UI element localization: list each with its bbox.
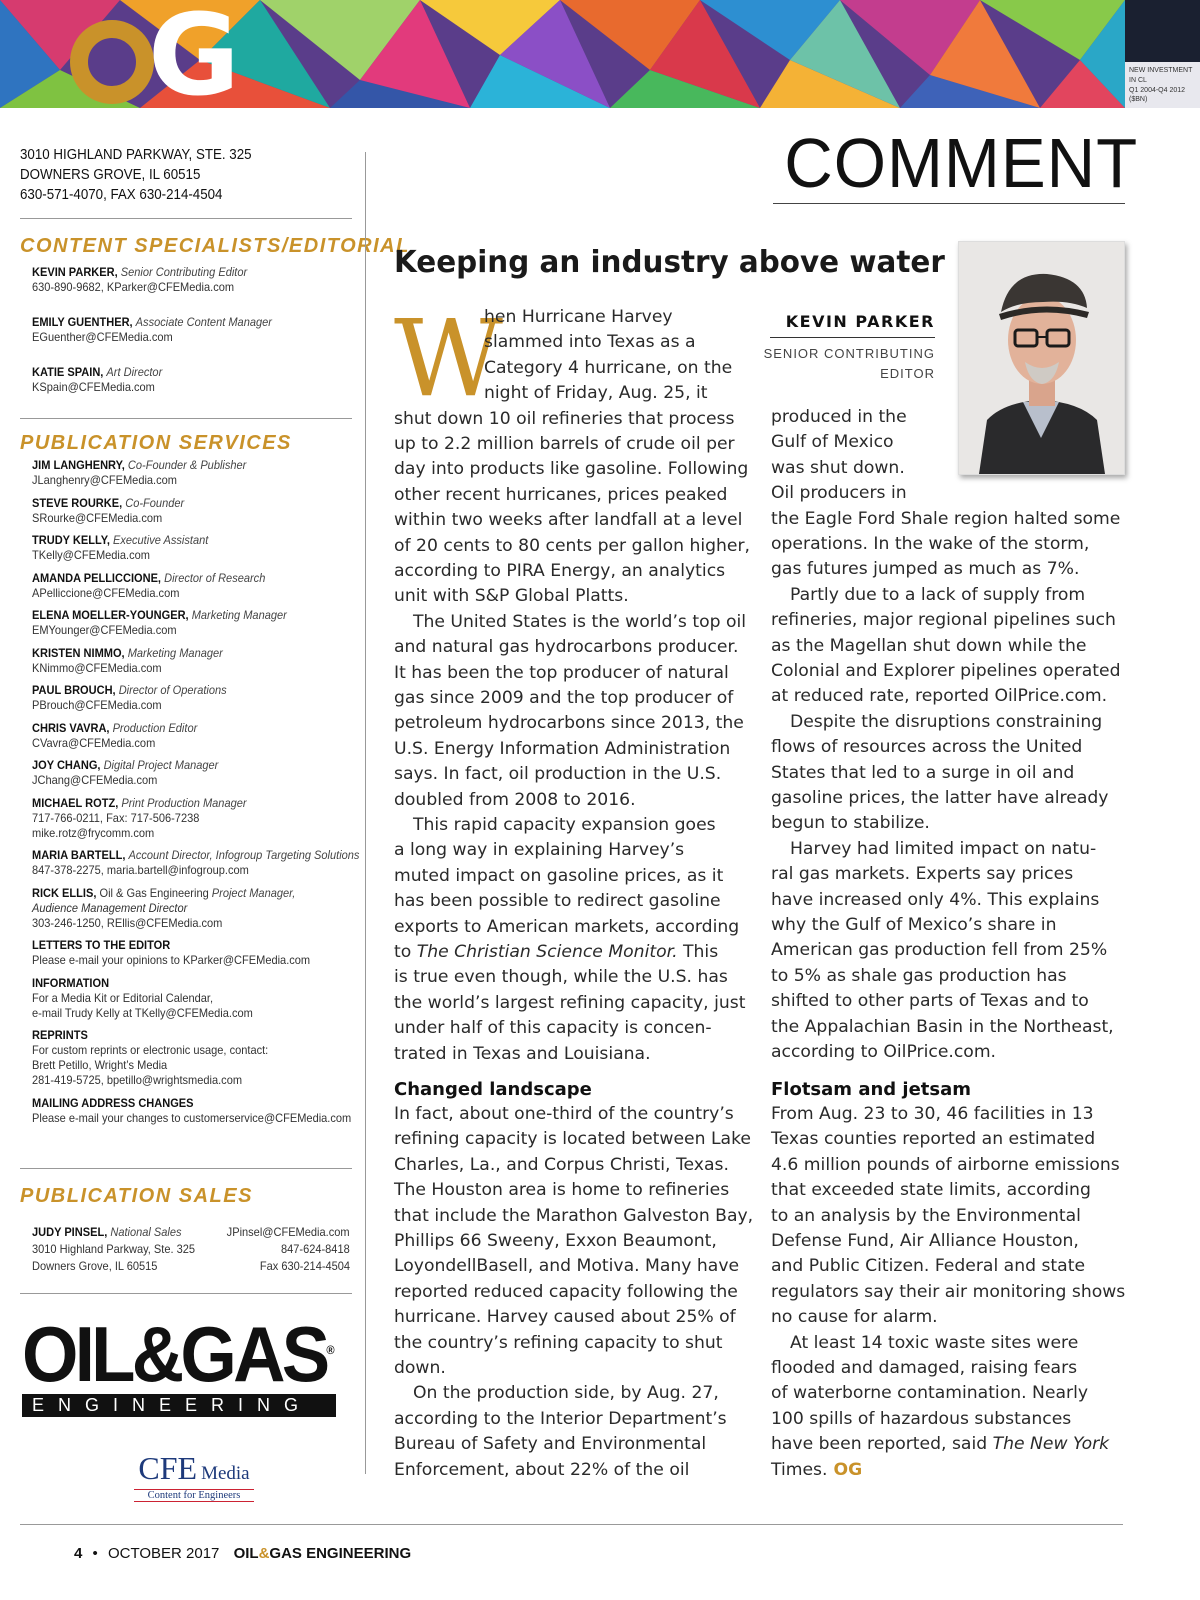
article-text-line: This rapid capacity expansion goes — [413, 815, 716, 835]
staff-entry — [32, 758, 218, 773]
staff-contact: e-mail Trudy Kelly at TKelly@CFEMedia.com — [32, 1005, 253, 1020]
article-text-line: begun to stabilize. — [771, 813, 930, 834]
article-text-line: petroleum hydrocarbons since 2013, the — [394, 713, 744, 734]
subheading-changed-landscape: Changed landscape — [394, 1079, 592, 1100]
article-text-line: up to 2.2 million barrels of crude oil per — [394, 434, 735, 454]
article-text-line: Times. OG — [771, 1459, 863, 1480]
article-text-line: The Houston area is home to refineries — [394, 1180, 730, 1201]
pub-name-a: OIL — [233, 1545, 259, 1562]
article-text-line: night of Friday, Aug. 25, it — [484, 383, 708, 404]
logo-subtitle: ENGINEERING — [22, 1394, 336, 1417]
staff-contact: KNimmo@CFEMedia.com — [32, 660, 162, 675]
author-title-line: EDITOR — [880, 366, 935, 381]
article-text-line: the country’s refining capacity to shut — [394, 1332, 723, 1353]
article-text-line: why the Gulf of Mexico’s share in — [771, 915, 1057, 935]
article-text-line: Despite the disruptions constraining — [790, 711, 1103, 732]
article-text-line: gas futures jumped as much as 7%. — [771, 559, 1080, 580]
article-text-line: within two weeks after landfall at a level — [394, 510, 743, 531]
article-text-line: have increased only 4%. This explains — [771, 889, 1100, 910]
staff-entry — [32, 1028, 88, 1043]
og-logo-g: G — [148, 0, 240, 108]
article-text-line: and natural gas hydrocarbons producer. — [394, 637, 739, 658]
staff-name: KRISTEN NIMMO, — [32, 645, 125, 660]
staff-role: Associate Content Manager — [135, 315, 272, 329]
article-text-line: the world’s largest refining capacity, just — [394, 992, 746, 1013]
end-mark-icon: OG — [833, 1459, 863, 1480]
sales-fax: Fax 630-214-4504 — [259, 1259, 350, 1273]
article-text-line: On the production side, by Aug. 27, — [413, 1383, 719, 1404]
staff-contact: Please e-mail your opinions to KParker@CFEMedia.com — [32, 953, 311, 967]
article-text-line: and Public Citizen. Federal and state — [771, 1256, 1086, 1277]
article-text-line: Defense Fund, Air Alliance Houston, — [771, 1231, 1079, 1251]
address-line: DOWNERS GROVE, IL 60515 — [20, 167, 201, 183]
article-text-line: refining capacity is located between Lake — [394, 1129, 752, 1150]
article-text-line: Harvey had limited impact on natu- — [790, 838, 1097, 859]
drop-cap: W — [394, 297, 503, 420]
masthead-address — [20, 145, 350, 205]
cfe-media-word: Media — [201, 1463, 250, 1484]
article-text-line: was shut down. — [771, 457, 905, 478]
staff-entry — [32, 458, 246, 473]
article-text-line: at reduced rate, reported OilPrice.com. — [771, 686, 1108, 707]
staff-contact: JChang@CFEMedia.com — [32, 773, 158, 787]
article-text-line: Bureau of Safety and Environmental — [394, 1434, 707, 1455]
article-text-line: unit with S&P Global Platts. — [394, 586, 629, 607]
section-title-editorial: CONTENT SPECIALISTS/EDITORIAL — [20, 235, 410, 257]
staff-role: Print Production Manager — [121, 795, 247, 810]
pub-name-amp: & — [258, 1545, 270, 1562]
article-text-line: reported reduced capacity following the — [394, 1281, 738, 1302]
divider — [20, 218, 352, 219]
staff-role: Art Director — [106, 365, 163, 379]
staff-contact: APelliccione@CFEMedia.com — [32, 585, 180, 600]
article-text-line: flooded and damaged, raising fears — [771, 1358, 1078, 1378]
staff-name: MARIA BARTELL, — [32, 848, 126, 862]
article-text-line: gasoline prices, the latter have already — [771, 788, 1109, 808]
staff-name: PAUL BROUCH, — [32, 683, 116, 697]
staff-contact: EGuenther@CFEMedia.com — [32, 330, 173, 344]
article-text-line: according to PIRA Energy, an analytics — [394, 561, 726, 581]
article-text-line: LoyondellBasell, and Motiva. Many have — [394, 1256, 740, 1277]
staff-contact: CVavra@CFEMedia.com — [32, 735, 156, 750]
section-title-services: PUBLICATION SERVICES — [20, 432, 292, 454]
article-text-line: to 5% as shale gas production has — [771, 965, 1067, 986]
article-text-line: have been reported, said The New York — [771, 1434, 1110, 1455]
staff-contact: For a Media Kit or Editorial Calendar, — [32, 990, 214, 1005]
staff-role: Co-Founder — [125, 495, 185, 510]
article-text-line: the Appalachian Basin in the Northeast, — [771, 1016, 1114, 1037]
article-text-line: American gas production fell from 25% — [771, 940, 1108, 961]
staff-role: Marketing Manager — [191, 608, 287, 622]
article-text-line: day into products like gasoline. Following — [394, 459, 749, 480]
article-text-line: exports to American markets, according — [394, 916, 740, 937]
article-text-line: 100 spills of hazardous substances — [771, 1408, 1072, 1429]
article-text-line: At least 14 toxic waste sites were — [790, 1332, 1079, 1353]
folio-separator: • — [92, 1545, 98, 1562]
sales-email: JPinsel@CFEMedia.com — [227, 1225, 350, 1239]
article-text-line: Gulf of Mexico — [771, 432, 894, 453]
sales-address: 3010 Highland Parkway, Ste. 325 — [32, 1242, 196, 1256]
staff-entry — [32, 976, 109, 991]
article-text-line: States that led to a surge in oil and — [771, 762, 1075, 783]
staff-role: Account Director, Infogroup Targeting Solutions — [128, 848, 360, 862]
article-text-line: under half of this capacity is concen- — [394, 1018, 712, 1039]
article-text-line: muted impact on gasoline prices, as it — [394, 865, 724, 886]
staff-contact: 281-419-5725, bpetillo@wrightsmedia.com — [32, 1073, 243, 1087]
cfe-media-logo — [134, 1450, 254, 1502]
staff-contact: PBrouch@CFEMedia.com — [32, 698, 162, 712]
staff-name: AMANDA PELLICCIONE, — [32, 570, 162, 585]
staff-name: EMILY GUENTHER, — [32, 315, 133, 329]
staff-role-prefix: Oil & Gas Engineering — [99, 885, 209, 900]
publication-name — [234, 1545, 412, 1562]
staff-name: TRUDY KELLY, — [32, 533, 110, 547]
article-text-line: Colonial and Explorer pipelines operated — [771, 661, 1121, 681]
sales-address: Downers Grove, IL 60515 — [32, 1259, 158, 1273]
article-text-line: a long way in explaining Harvey’s — [394, 840, 685, 861]
staff-entry — [32, 608, 287, 623]
article-text-line: operations. In the wake of the storm, — [771, 534, 1090, 554]
staff-role: Director of Operations — [118, 683, 227, 697]
cfe-wordmark: CFE — [138, 1450, 198, 1486]
staff-entry — [32, 533, 208, 548]
article-text-line: down. — [394, 1358, 446, 1378]
article-text-line: Category 4 hurricane, on the — [484, 357, 733, 378]
sales-name: JUDY PINSEL, — [32, 1225, 108, 1239]
staff-contact: JLanghenry@CFEMedia.com — [32, 473, 177, 487]
article-headline: Keeping an industry above water — [394, 245, 945, 280]
address-line: 630-571-4070, FAX 630-214-4504 — [20, 187, 223, 203]
article-text-line: Texas counties reported an estimated — [771, 1129, 1096, 1150]
staff-contact: Please e-mail your changes to customerservice@CFEMedia.com — [32, 1110, 352, 1125]
banner-screen — [1125, 0, 1200, 62]
author-name: KEVIN PARKER — [770, 312, 935, 338]
page-number: 4 — [74, 1545, 83, 1562]
article-text-line: has been possible to redirect gasoline — [394, 891, 721, 912]
article-text-line: hurricane. Harvey caused about 25% of — [394, 1307, 736, 1328]
staff-entry — [32, 886, 295, 901]
staff-role: Senior Contributing Editor — [120, 265, 248, 279]
article-text-line: ral gas markets. Experts say prices — [771, 864, 1074, 885]
article-text-line: Partly due to a lack of supply from — [790, 584, 1086, 605]
staff-entry — [32, 315, 272, 330]
staff-entry — [32, 496, 184, 511]
article-text-line: doubled from 2008 to 2016. — [394, 789, 636, 810]
subheading-flotsam-and-jetsam: Flotsam and jetsam — [771, 1079, 972, 1100]
staff-contact: 630-890-9682, KParker@CFEMedia.com — [32, 280, 235, 294]
staff-contact: mike.rotz@frycomm.com — [32, 825, 155, 840]
staff-entry — [32, 721, 197, 736]
article-text-line: refineries, major regional pipelines such — [771, 610, 1116, 631]
staff-name: MAILING ADDRESS CHANGES — [32, 1095, 194, 1110]
staff-name: LETTERS TO THE EDITOR — [32, 938, 171, 952]
sales-role: National Sales — [110, 1225, 182, 1239]
column-divider — [365, 152, 366, 1474]
article-text-line: flows of resources across the United — [771, 737, 1083, 758]
article-text-line: other recent hurricanes, prices peaked — [394, 484, 728, 505]
article-text-line: produced in the — [771, 407, 907, 427]
staff-contact: KSpain@CFEMedia.com — [32, 380, 155, 394]
staff-name: JIM LANGHENRY, — [32, 458, 125, 472]
article-text-line: says. In fact, oil production in the U.S. — [394, 764, 722, 785]
staff-entry — [32, 848, 359, 863]
oil-gas-engineering-logo — [22, 1310, 352, 1417]
issue-date: OCTOBER 2017 — [107, 1545, 220, 1562]
article-text-line: Oil producers in — [771, 483, 907, 504]
staff-contact: 847-378-2275, maria.bartell@infogroup.com — [32, 863, 249, 877]
article-text-line: according to the Interior Department’s — [394, 1408, 727, 1429]
page-footer — [74, 1545, 411, 1562]
logo-registered: ® — [326, 1343, 335, 1357]
staff-role: Project Manager, — [211, 885, 296, 900]
staff-entry — [32, 265, 247, 280]
author-title-line: SENIOR CONTRIBUTING — [763, 346, 935, 361]
section-header: COMMENT — [784, 124, 1139, 202]
article-text-line: trated in Texas and Louisiana. — [394, 1043, 651, 1064]
staff-role-line: Audience Management Director — [32, 900, 188, 915]
article-text-line: gas since 2009 and the top producer of — [394, 688, 734, 708]
staff-entry — [32, 938, 170, 953]
staff-name: CHRIS VAVRA, — [32, 720, 110, 735]
staff-entry — [32, 571, 265, 586]
article-text-line: to an analysis by the Environmental — [771, 1205, 1081, 1226]
staff-entry — [32, 796, 247, 811]
staff-name: RICK ELLIS, — [32, 885, 97, 900]
logo-wordmark: OIL&GAS — [22, 1310, 327, 1398]
cfe-tagline: Content for Engineers — [134, 1489, 254, 1502]
address-line: 3010 HIGHLAND PARKWAY, STE. 325 — [20, 147, 252, 163]
author-title — [760, 344, 935, 384]
staff-name: JOY CHANG, — [32, 758, 101, 772]
staff-name: STEVE ROURKE, — [32, 495, 123, 510]
article-text-line: Charles, La., and Corpus Christi, Texas. — [394, 1154, 729, 1175]
article-text-line: of 20 cents to 80 cents per gallon higher, — [394, 535, 751, 556]
article-text-line: In fact, about one-third of the country’s — [394, 1104, 734, 1124]
article-text-line: of waterborne contamination. Nearly — [771, 1383, 1089, 1404]
article-text-line: to The Christian Science Monitor. This — [394, 942, 719, 962]
staff-role: Marketing Manager — [127, 645, 223, 660]
staff-name: INFORMATION — [32, 975, 110, 990]
staff-role: Digital Project Manager — [103, 758, 219, 772]
pub-name-b: GAS ENGINEERING — [269, 1545, 412, 1562]
staff-role: Director of Research — [164, 570, 266, 585]
article-text-line: the Eagle Ford Shale region halted some — [771, 508, 1121, 529]
article-text-line: hen Hurricane Harvey — [484, 307, 673, 327]
staff-contact: Brett Petillo, Wright’s Media — [32, 1058, 168, 1072]
article-text-line: 4.6 million pounds of airborne emissions — [771, 1154, 1120, 1175]
staff-name: REPRINTS — [32, 1028, 88, 1042]
article-text-line: shifted to other parts of Texas and to — [771, 991, 1089, 1012]
staff-contact: For custom reprints or electronic usage, contact: — [32, 1043, 269, 1057]
staff-contact: SRourke@CFEMedia.com — [32, 510, 163, 525]
staff-name: ELENA MOELLER-YOUNGER, — [32, 608, 189, 622]
author-photo — [958, 241, 1125, 475]
staff-contact: 717-766-0211, Fax: 717-506-7238 — [32, 810, 200, 825]
divider — [20, 1168, 352, 1169]
staff-name: KEVIN PARKER, — [32, 265, 118, 279]
divider — [20, 1293, 352, 1294]
article-text-line: U.S. Energy Information Administration — [394, 738, 731, 759]
staff-role: Executive Assistant — [112, 533, 209, 547]
article-text-line: according to OilPrice.com. — [771, 1042, 997, 1062]
staff-role: Co-Founder & Publisher — [127, 458, 247, 472]
article-text-line: shut down 10 oil refineries that process — [394, 408, 735, 429]
og-logo-o — [70, 20, 154, 104]
staff-role: Production Editor — [112, 720, 198, 735]
staff-entry — [32, 683, 227, 698]
sales-phone: 847-624-8418 — [281, 1242, 350, 1256]
article-text-line: is true even though, while the U.S. has — [394, 967, 728, 988]
author-portrait — [959, 242, 1124, 474]
staff-entry — [32, 1096, 194, 1111]
screen-text-2: Q1 2004-Q4 2012 ($BN) — [1129, 86, 1186, 104]
article-text-line: that exceeded state limits, according — [771, 1180, 1091, 1201]
article-text-line: It has been the top producer of natural — [394, 662, 729, 683]
staff-contact: 303-246-1250, REllis@CFEMedia.com — [32, 915, 223, 930]
article-text-line: no cause for alarm. — [771, 1307, 938, 1328]
section-title-sales: PUBLICATION SALES — [20, 1185, 253, 1207]
staff-contact: EMYounger@CFEMedia.com — [32, 623, 177, 637]
article-text-line: that include the Marathon Galveston Bay, — [394, 1205, 754, 1226]
article-text-line: as the Magellan shut down while the — [771, 635, 1087, 656]
byline — [760, 312, 935, 384]
section-header-rule — [773, 203, 1125, 204]
footer-rule — [20, 1524, 1123, 1525]
staff-name: MICHAEL ROTZ, — [32, 795, 119, 810]
header-banner — [0, 0, 1125, 108]
article-text-line: Phillips 66 Sweeny, Exxon Beaumont, — [394, 1231, 717, 1251]
staff-entry — [32, 646, 223, 661]
staff-name: KATIE SPAIN, — [32, 365, 104, 379]
article-text-line: slammed into Texas as a — [484, 332, 696, 353]
article-text-line: From Aug. 23 to 30, 46 facilities in 13 — [771, 1104, 1094, 1124]
screen-text-1: NEW INVESTMENT IN CL — [1129, 67, 1193, 84]
staff-entry — [32, 365, 162, 380]
article-text-line: The United States is the world’s top oil — [413, 611, 747, 632]
staff-contact: TKelly@CFEMedia.com — [32, 548, 150, 562]
divider — [20, 418, 352, 419]
article-text-line: Enforcement, about 22% of the oil — [394, 1459, 690, 1480]
article-text-line: regulators say their air monitoring shows — [771, 1281, 1126, 1302]
banner-screen-label — [1125, 62, 1200, 108]
